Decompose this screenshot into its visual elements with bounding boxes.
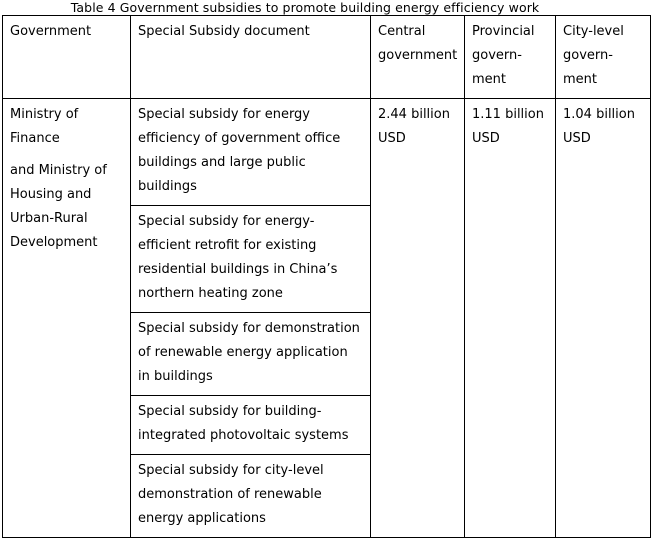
header-provincial-line3: ment [472,72,506,87]
document-cell: Special subsidy for demonstration of renewable energy application in buildings [131,313,371,396]
document-cell: Special subsidy for energy-efficient retrofit for existing residential buildings in China’s northern heating zone [131,206,371,313]
city-amount: 1.04 billion USD [556,99,651,538]
header-row [3,16,651,99]
header-city-line3: ment [563,72,597,87]
provincial-amount: 1.11 billion USD [465,99,556,538]
subsidy-table [2,15,651,538]
header-city [556,16,651,99]
central-amount: 2.44 billion USD [371,99,465,538]
header-government: Government [3,16,131,99]
government-cell [3,99,131,538]
government-line2: and Ministry of Housing and Urban-Rural Development [10,163,107,250]
header-city-line2: govern- [563,48,613,63]
table-caption: Table 4 Government subsidies to promote building energy efficiency work [70,0,540,15]
document-cell: Special subsidy for city-level demonstration of renewable energy applications [131,455,371,538]
header-provincial [465,16,556,99]
header-central: Central government [371,16,465,99]
document-cell: Special subsidy for building-integrated photovoltaic systems [131,396,371,455]
table-row [3,99,651,206]
header-document: Special Subsidy document [131,16,371,99]
header-city-line1: City-level [563,24,624,39]
header-provincial-line1: Provincial [472,24,535,39]
header-provincial-line2: govern- [472,48,522,63]
document-cell: Special subsidy for energy efficiency of government office buildings and large public buildings [131,99,371,206]
government-line1: Ministry of Finance [10,107,79,146]
